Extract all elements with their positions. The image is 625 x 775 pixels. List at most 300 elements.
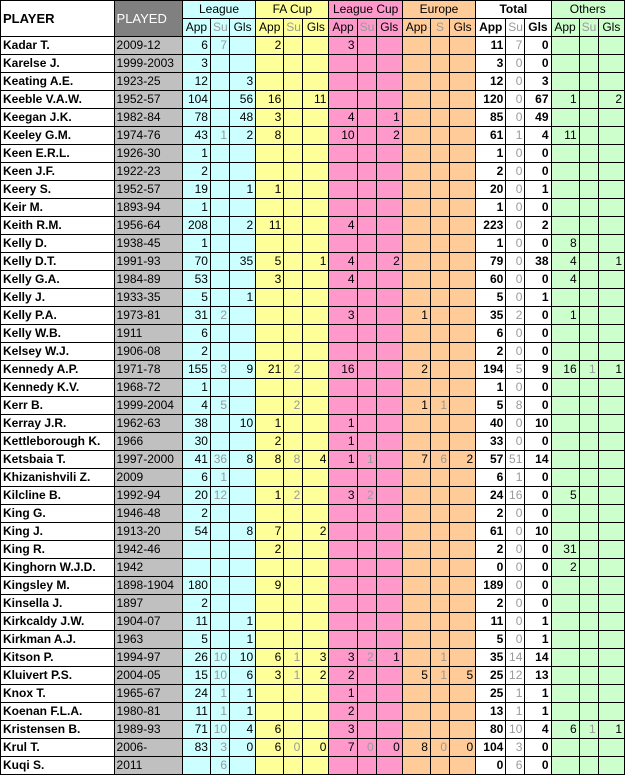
europe-gls-cell <box>450 343 476 361</box>
total-app-cell: 1 <box>476 379 506 397</box>
league-cup-gls-cell <box>376 703 402 721</box>
fa-cup-app-cell: 2 <box>256 433 284 451</box>
player-name: Keith R.M. <box>1 217 115 235</box>
league-cup-app-cell <box>329 199 357 217</box>
league-cup-su-cell <box>357 343 376 361</box>
table-row <box>1 343 625 361</box>
europe-app-cell <box>402 289 430 307</box>
europe-s-cell: 0 <box>430 739 449 757</box>
league-su-cell: 3 <box>210 739 229 757</box>
europe-s-cell <box>430 271 449 289</box>
league-cup-su-cell <box>357 433 376 451</box>
fa-cup-gls-cell <box>303 73 329 91</box>
total-su-cell: 0 <box>506 181 525 199</box>
table-row <box>1 541 625 559</box>
league-cup-app-cell: 16 <box>329 361 357 379</box>
total-su-cell: 6 <box>506 757 525 775</box>
league-cup-su-cell <box>357 577 376 595</box>
others-app-cell <box>551 739 579 757</box>
others-app-cell <box>551 199 579 217</box>
others-gls-cell <box>598 559 624 577</box>
fa-cup-app-cell: 6 <box>256 649 284 667</box>
total-gls-cell: 13 <box>525 667 551 685</box>
others-su-cell <box>579 91 598 109</box>
total-app-cell: 5 <box>476 397 506 415</box>
total-app-cell: 120 <box>476 91 506 109</box>
player-name: Krul T. <box>1 739 115 757</box>
league-su-cell <box>210 631 229 649</box>
total-su-cell: 1 <box>506 127 525 145</box>
league-gls-cell <box>230 757 256 775</box>
fa-cup-su-cell: 2 <box>284 487 303 505</box>
europe-s-cell <box>430 217 449 235</box>
fa-cup-su-cell <box>284 145 303 163</box>
total-gls-cell: 10 <box>525 415 551 433</box>
total-su-cell: 0 <box>506 271 525 289</box>
league-su-cell <box>210 199 229 217</box>
total-app-cell: 25 <box>476 667 506 685</box>
europe-app-cell <box>402 577 430 595</box>
league-app-cell: 6 <box>182 325 210 343</box>
europe-gls-cell <box>450 523 476 541</box>
others-gls-cell <box>598 271 624 289</box>
europe-s-cell <box>430 685 449 703</box>
league-cup-su-cell <box>357 37 376 55</box>
league-app-cell: 4 <box>182 397 210 415</box>
others-su-cell <box>579 289 598 307</box>
fa-cup-app-cell <box>256 469 284 487</box>
others-app-cell <box>551 667 579 685</box>
table-row <box>1 631 625 649</box>
played-header: PLAYED <box>114 1 182 37</box>
fa-cup-app-cell <box>256 73 284 91</box>
fa-cup-app-cell: 9 <box>256 577 284 595</box>
league-gls-cell <box>230 469 256 487</box>
fa-cup-app-cell <box>256 595 284 613</box>
league-gls-cell: 1 <box>230 703 256 721</box>
europe-gls-cell <box>450 541 476 559</box>
europe-s-cell <box>430 595 449 613</box>
fa-cup-gls-cell <box>303 631 329 649</box>
europe-s-cell <box>430 469 449 487</box>
total-su-cell: 0 <box>506 109 525 127</box>
fa-cup-gls-cell <box>303 343 329 361</box>
fa-cup-su-cell <box>284 757 303 775</box>
total-app-cell: 80 <box>476 721 506 739</box>
league-cup-su-cell <box>357 559 376 577</box>
europe-s-cell <box>430 55 449 73</box>
league-cup-su-cell <box>357 379 376 397</box>
played-years: 1982-84 <box>114 109 182 127</box>
league-cup-gls-cell <box>376 469 402 487</box>
table-row <box>1 685 625 703</box>
league-su-cell: 36 <box>210 451 229 469</box>
player-name: Kelly G.A. <box>1 271 115 289</box>
league-cup-gls-cell <box>376 433 402 451</box>
league-cup-gls-cell <box>376 541 402 559</box>
player-name: Karelse J. <box>1 55 115 73</box>
league-gls-cell: 35 <box>230 253 256 271</box>
fa-cup-gls-cell <box>303 145 329 163</box>
others-gls-cell <box>598 145 624 163</box>
europe-app-cell <box>402 145 430 163</box>
fa-cup-su-cell <box>284 559 303 577</box>
europe-s-cell <box>430 163 449 181</box>
table-row <box>1 163 625 181</box>
others-gls-cell <box>598 379 624 397</box>
player-name: Kilcline B. <box>1 487 115 505</box>
others-gls-cell <box>598 649 624 667</box>
league-su-cell <box>210 145 229 163</box>
player-name: Keir M. <box>1 199 115 217</box>
player-name: Kettleborough K. <box>1 433 115 451</box>
league-cup-gls-cell <box>376 199 402 217</box>
fa-cup-gls-cell <box>303 289 329 307</box>
europe-gls-cell <box>450 253 476 271</box>
europe-gls-cell: 5 <box>450 667 476 685</box>
total-su-cell: 0 <box>506 55 525 73</box>
league-cup-gls-cell <box>376 307 402 325</box>
league-cup-app-cell: 3 <box>329 487 357 505</box>
fa-cup-gls-cell: 4 <box>303 451 329 469</box>
others-gls-cell <box>598 541 624 559</box>
table-row <box>1 505 625 523</box>
europe-gls-cell <box>450 325 476 343</box>
europe-s-cell <box>430 379 449 397</box>
player-name: Khizanishvili Z. <box>1 469 115 487</box>
fa-cup-gls-cell <box>303 469 329 487</box>
league-su-cell <box>210 235 229 253</box>
league-cup-su-cell <box>357 415 376 433</box>
europe-gls-cell <box>450 217 476 235</box>
total-gls-cell: 1 <box>525 685 551 703</box>
table-row <box>1 415 625 433</box>
player-name: Knox T. <box>1 685 115 703</box>
league-cup-app-cell <box>329 523 357 541</box>
league-gls-cell: 10 <box>230 649 256 667</box>
league-su-cell <box>210 253 229 271</box>
total-gls-cell: 10 <box>525 523 551 541</box>
europe-s-cell: 1 <box>430 667 449 685</box>
league-cup-gls-cell <box>376 235 402 253</box>
fa-cup-gls-cell <box>303 109 329 127</box>
europe-app-cell: 1 <box>402 307 430 325</box>
others-app-cell <box>551 325 579 343</box>
total-app-cell: 11 <box>476 37 506 55</box>
total-app-cell: 20 <box>476 181 506 199</box>
fa-cup-app-cell <box>256 685 284 703</box>
league-cup-su-cell <box>357 523 376 541</box>
league-app-cell: 1 <box>182 379 210 397</box>
total-su-cell: 0 <box>506 217 525 235</box>
league-app-cell: 54 <box>182 523 210 541</box>
league-su-header: Su <box>210 19 229 37</box>
fa-cup-su-cell: 1 <box>284 667 303 685</box>
fa-cup-app-cell <box>256 235 284 253</box>
europe-gls-cell <box>450 181 476 199</box>
europe-s-cell <box>430 109 449 127</box>
league-app-cell: 104 <box>182 91 210 109</box>
others-gls-cell <box>598 181 624 199</box>
others-gls-cell <box>598 469 624 487</box>
europe-s-cell <box>430 415 449 433</box>
europe-gls-cell <box>450 55 476 73</box>
league-app-cell: 208 <box>182 217 210 235</box>
league-cup-app-cell <box>329 73 357 91</box>
others-su-cell <box>579 649 598 667</box>
others-gls-cell <box>598 163 624 181</box>
fa-cup-su-cell <box>284 523 303 541</box>
fa-cup-app-cell: 7 <box>256 523 284 541</box>
table-row <box>1 181 625 199</box>
total-su-cell: 0 <box>506 73 525 91</box>
league-cup-su-cell <box>357 613 376 631</box>
league-cup-app-cell <box>329 163 357 181</box>
league-cup-gls-cell <box>376 289 402 307</box>
league-cup-app-cell <box>329 325 357 343</box>
league-app-cell: 71 <box>182 721 210 739</box>
league-app-cell: 19 <box>182 181 210 199</box>
league-app-cell: 41 <box>182 451 210 469</box>
fa-cup-su-cell: 2 <box>284 397 303 415</box>
total-app-cell: 2 <box>476 163 506 181</box>
player-name: Kinghorn W.J.D. <box>1 559 115 577</box>
played-years: 1904-07 <box>114 613 182 631</box>
fa-cup-app-cell: 6 <box>256 721 284 739</box>
others-app-cell: 2 <box>551 559 579 577</box>
others-su-cell <box>579 757 598 775</box>
total-gls-cell: 0 <box>525 505 551 523</box>
fa-cup-gls-cell <box>303 721 329 739</box>
table-row <box>1 37 625 55</box>
league-cup-app-cell: 10 <box>329 127 357 145</box>
total-gls-cell: 1 <box>525 631 551 649</box>
fa-cup-su-cell <box>284 577 303 595</box>
total-app-cell: 61 <box>476 523 506 541</box>
others-app-cell: 6 <box>551 721 579 739</box>
played-years: 1992-94 <box>114 487 182 505</box>
fa-cup-app-cell <box>256 325 284 343</box>
league-cup-su-cell <box>357 703 376 721</box>
league-cup-app-cell: 3 <box>329 307 357 325</box>
europe-app-cell <box>402 343 430 361</box>
played-years: 1906-08 <box>114 343 182 361</box>
league-cup-su-cell <box>357 127 376 145</box>
fa-cup-app-cell <box>256 757 284 775</box>
played-years: 1991-93 <box>114 253 182 271</box>
total-app-cell: 1 <box>476 199 506 217</box>
fa-cup-app-cell <box>256 397 284 415</box>
player-name: Kelly D. <box>1 235 115 253</box>
table-row <box>1 739 625 757</box>
league-group-header: League <box>182 1 255 19</box>
table-row <box>1 253 625 271</box>
total-gls-cell: 0 <box>525 739 551 757</box>
others-su-cell <box>579 163 598 181</box>
others-gls-cell: 1 <box>598 253 624 271</box>
table-row <box>1 325 625 343</box>
league-app-cell: 15 <box>182 667 210 685</box>
total-app-cell: 35 <box>476 307 506 325</box>
fa-cup-gls-cell <box>303 55 329 73</box>
played-years: 1913-20 <box>114 523 182 541</box>
others-su-cell <box>579 703 598 721</box>
europe-app-cell <box>402 325 430 343</box>
league-su-cell <box>210 343 229 361</box>
league-app-cell: 83 <box>182 739 210 757</box>
player-name: Kuqi S. <box>1 757 115 775</box>
league-gls-cell <box>230 379 256 397</box>
league-gls-cell <box>230 343 256 361</box>
league-cup-su-cell <box>357 685 376 703</box>
europe-gls-cell <box>450 397 476 415</box>
europe-gls-cell <box>450 487 476 505</box>
others-su-cell: 1 <box>579 361 598 379</box>
table-row <box>1 73 625 91</box>
europe-app-cell: 8 <box>402 739 430 757</box>
league-su-cell <box>210 289 229 307</box>
league-gls-cell: 1 <box>230 631 256 649</box>
others-app-cell <box>551 685 579 703</box>
league-cup-su-cell <box>357 181 376 199</box>
total-gls-cell: 0 <box>525 487 551 505</box>
europe-app-cell <box>402 487 430 505</box>
played-years: 1897 <box>114 595 182 613</box>
fa-cup-gls-cell <box>303 577 329 595</box>
league-cup-su-header: Su <box>357 19 376 37</box>
others-app-cell <box>551 631 579 649</box>
total-gls-cell: 1 <box>525 181 551 199</box>
others-gls-cell <box>598 757 624 775</box>
others-gls-cell <box>598 109 624 127</box>
others-gls-cell: 2 <box>598 91 624 109</box>
fa-cup-su-cell <box>284 91 303 109</box>
others-su-cell <box>579 523 598 541</box>
league-cup-app-cell <box>329 379 357 397</box>
total-app-cell: 13 <box>476 703 506 721</box>
player-header: PLAYER <box>1 1 115 37</box>
europe-gls-cell <box>450 649 476 667</box>
league-cup-su-cell <box>357 721 376 739</box>
others-su-cell <box>579 37 598 55</box>
table-row <box>1 613 625 631</box>
league-cup-app-cell <box>329 757 357 775</box>
player-name: King G. <box>1 505 115 523</box>
europe-app-header: App <box>402 19 430 37</box>
player-name: Kennedy K.V. <box>1 379 115 397</box>
player-name: Kingsley M. <box>1 577 115 595</box>
league-cup-su-cell <box>357 631 376 649</box>
table-row <box>1 91 625 109</box>
league-cup-app-cell <box>329 91 357 109</box>
league-cup-gls-cell <box>376 613 402 631</box>
europe-app-cell <box>402 721 430 739</box>
others-su-cell <box>579 217 598 235</box>
others-app-cell <box>551 397 579 415</box>
europe-gls-cell <box>450 631 476 649</box>
others-app-cell <box>551 289 579 307</box>
league-cup-su-cell <box>357 757 376 775</box>
europe-gls-cell <box>450 307 476 325</box>
europe-gls-cell <box>450 721 476 739</box>
europe-gls-cell <box>450 415 476 433</box>
player-name: King J. <box>1 523 115 541</box>
fa-cup-group-header: FA Cup <box>256 1 329 19</box>
total-gls-cell: 0 <box>525 541 551 559</box>
others-gls-cell <box>598 289 624 307</box>
fa-cup-app-cell <box>256 613 284 631</box>
league-su-cell <box>210 613 229 631</box>
fa-cup-gls-cell <box>303 37 329 55</box>
europe-app-cell <box>402 649 430 667</box>
league-gls-cell: 9 <box>230 361 256 379</box>
europe-gls-cell <box>450 235 476 253</box>
fa-cup-su-cell <box>284 379 303 397</box>
others-gls-cell <box>598 631 624 649</box>
league-cup-gls-cell <box>376 91 402 109</box>
others-su-cell <box>579 739 598 757</box>
fa-cup-app-cell: 5 <box>256 253 284 271</box>
table-row <box>1 703 625 721</box>
others-app-cell <box>551 145 579 163</box>
others-su-cell <box>579 541 598 559</box>
league-cup-app-cell: 2 <box>329 703 357 721</box>
league-cup-su-cell: 2 <box>357 487 376 505</box>
europe-gls-cell <box>450 559 476 577</box>
fa-cup-app-cell <box>256 163 284 181</box>
league-cup-su-cell <box>357 361 376 379</box>
league-gls-cell <box>230 487 256 505</box>
league-gls-cell: 0 <box>230 739 256 757</box>
others-gls-cell <box>598 577 624 595</box>
others-gls-cell <box>598 217 624 235</box>
europe-s-cell <box>430 235 449 253</box>
europe-s-cell <box>430 559 449 577</box>
fa-cup-app-cell: 11 <box>256 217 284 235</box>
league-cup-app-cell: 1 <box>329 451 357 469</box>
league-cup-su-cell <box>357 289 376 307</box>
others-app-cell <box>551 433 579 451</box>
league-app-cell: 20 <box>182 487 210 505</box>
total-su-cell: 0 <box>506 199 525 217</box>
total-app-cell: 35 <box>476 649 506 667</box>
others-app-cell <box>551 469 579 487</box>
league-gls-cell: 1 <box>230 613 256 631</box>
others-gls-cell: 1 <box>598 361 624 379</box>
others-gls-cell <box>598 325 624 343</box>
table-row <box>1 127 625 145</box>
league-su-cell: 1 <box>210 685 229 703</box>
others-su-cell <box>579 433 598 451</box>
league-app-header: App <box>182 19 210 37</box>
others-app-cell <box>551 343 579 361</box>
total-su-cell: 5 <box>506 361 525 379</box>
league-cup-gls-cell: 0 <box>376 739 402 757</box>
fa-cup-su-cell <box>284 37 303 55</box>
league-cup-gls-header: Gls <box>376 19 402 37</box>
total-gls-cell: 0 <box>525 145 551 163</box>
fa-cup-gls-cell <box>303 703 329 721</box>
fa-cup-gls-cell <box>303 757 329 775</box>
fa-cup-app-cell: 3 <box>256 271 284 289</box>
league-su-cell <box>210 595 229 613</box>
player-name: Ketsbaia T. <box>1 451 115 469</box>
europe-app-cell <box>402 127 430 145</box>
total-gls-cell: 38 <box>525 253 551 271</box>
fa-cup-gls-cell: 2 <box>303 667 329 685</box>
europe-s-cell <box>430 127 449 145</box>
player-name: Kinsella J. <box>1 595 115 613</box>
